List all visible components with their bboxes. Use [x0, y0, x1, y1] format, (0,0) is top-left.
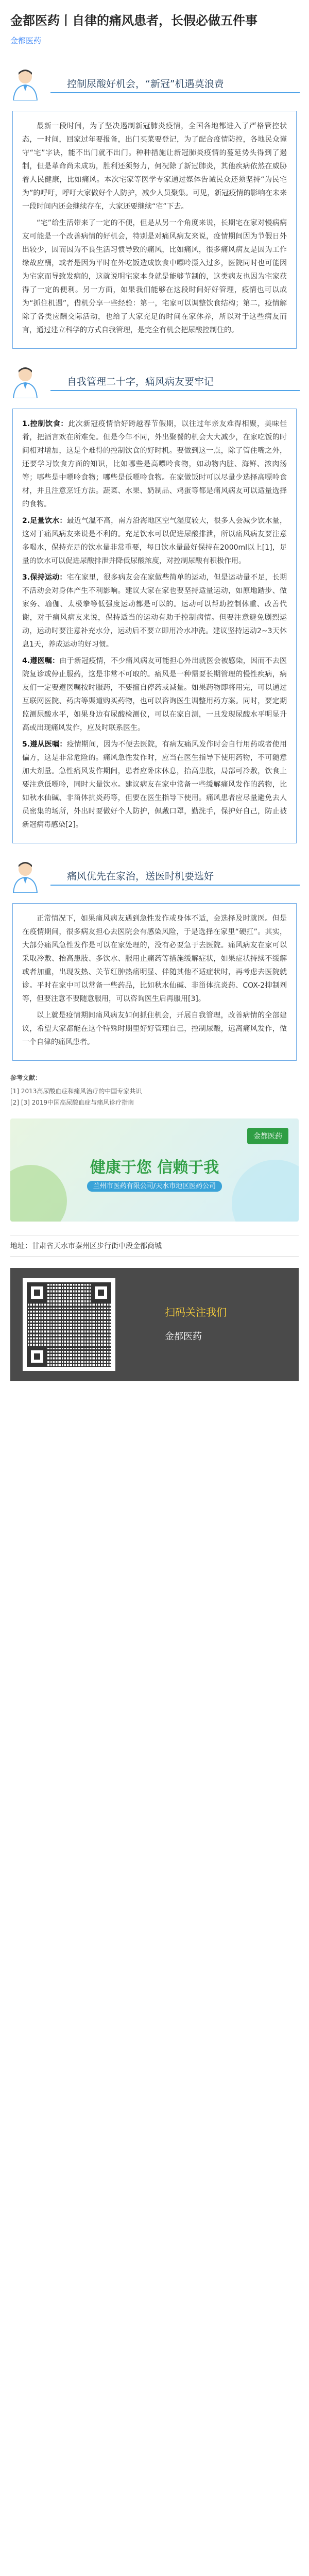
- store-address: 地址：甘肃省天水市秦州区步行街中段金都商城: [10, 1235, 299, 1257]
- brand-logo: 金都医药: [247, 1128, 288, 1144]
- doctor-avatar-icon: [9, 859, 41, 893]
- brand-subtitle-text: 兰州市医药有限公司/天水市地区医药公司: [87, 1181, 222, 1192]
- brand-subtitle: [10, 1180, 299, 1190]
- brand-banner: [10, 1118, 299, 1222]
- tip-text-5: 疫情期间，因为不便去医院，有病友痛风发作时会自行用药或者使用偏方，这是非常危险的。痛风急性发作时，应当在医生指导下使用药物，不可随意加大剂量。急性痛风发作期间，患者应卧床休息，抬高患肢，局部可冷敷，饮食上要注意低嘌呤，同时大量饮水。建议病友在家中常备一些缓解痛风发作的药物，比如秋水仙碱、非甾体抗炎药等，但要在医生指导下使用。痛风患者应尽量避免去人员密集的场所，外出时要做好个人防护，佩戴口罩，勤洗手，保护好自己，防止被新冠病毒感染[2]。: [22, 740, 287, 829]
- banner-divider: [50, 390, 300, 391]
- tip-item-3: [22, 571, 287, 651]
- tip-item-1: [22, 417, 287, 511]
- references: [10, 1072, 299, 1108]
- scan-label: 扫码关注我们: [165, 1306, 227, 1318]
- follow-text: [165, 1304, 227, 1343]
- section3-paragraph-2: 以上就是疫情期间痛风病友如何抓住机会，开展自我管理，改善病情的全部建议，希望大家都能在这个特殊时期里好好管理自己，控制尿酸，远离痛风发作，做一个自律的痛风患者。: [22, 1011, 287, 1046]
- tip-text-2: 最近气温不高，南方沿海地区空气湿度较大，很多人会减少饮水量，这对于痛风病友来说是不利的。充足饮水可以促进尿酸排泄，所以痛风病友要注意多喝水，保持充足的饮水量非常重要，每日饮水量最好保持在2000ml以上[1]，足量的饮水可以促进尿酸排泄并降低尿酸浓度，对控制尿酸有积极作用。: [22, 517, 287, 565]
- section-banner-3: [9, 857, 300, 893]
- tip-text-1: 此次新冠疫情恰好跨越春节假期，以往过年亲友难得相聚，美味佳肴，把酒言欢在所难免。但是今年不同，外出聚餐的机会大大减少，在家吃饭的时间相对增加，这是个难得的控制饮食的好时机。要做到这一点，除了管住嘴之外，还要学习饮食方面的知识，比如哪些是高嘌呤食物，如动物内脏、海鲜、浓肉汤等；哪些是中嘌呤食物；哪些是低嘌呤食物。在家做饭时可以尽量少选择高嘌呤食材，并且注意烹饪方法。蔬菜、水果、奶制品、鸡蛋等都是痛风病友可以适量选择的食物。: [22, 420, 287, 509]
- references-title: 参考文献：: [10, 1074, 42, 1081]
- doctor-avatar-icon: [9, 66, 41, 100]
- tip-label-2: 2.足量饮水：: [22, 517, 67, 525]
- intro-paragraph-1: 最新一段时间，为了坚决遏制新冠肺炎疫情，全国各地都进入了严格管控状态，一时间，回家过年要报备，出门买菜要登记，为了配合疫情防控，各地民众谨守“宅”字诀，能不出门就不出门。种种措施让新冠肺炎疫情的蔓延势头得到了遏制，但是革命尚未成功，胜利还须努力，何况除了新冠肺炎，其他疾病依然在威胁着人民健康，比如痛风。本次宅家等医学专家通过媒体告诫民众还须坚持“为民宅为”的呼吁，呼吁大家做好个人防护，减少人员聚集。可见，新冠疫情的影响在未来一段时间内还会继续存在，大家还要继续“宅”下去。: [22, 122, 287, 211]
- qr-code[interactable]: [23, 1278, 115, 1371]
- tip-item-2: [22, 514, 287, 568]
- tip-item-4: [22, 654, 287, 735]
- qr-finder-icon: [91, 1282, 111, 1303]
- brand-slogan: 健康于您 信赖于我: [90, 1159, 219, 1177]
- intro-box: [12, 111, 297, 349]
- tip-text-3: 宅在家里，很多病友会在家做些简单的运动，但是运动量不足，长期不活动会对身体产生不利影响。建议大家在家也要坚持适量运动，如原地踏步、做家务、瑜伽、太极拳等低强度运动都是可以的。运动可以帮助控制体重、改善代谢，对于痛风病友来说，保持适当的运动有助于控制病情。但要注意避免剧烈运动，运动时要注意补充水分，运动后不要立即用冷水冲洗。建议坚持运动2~3天休息1天，养成运动的好习惯。: [22, 573, 287, 649]
- section-banner-2: [9, 362, 300, 398]
- article-header: [0, 0, 309, 51]
- section-heading-2: 自我管理二十字，痛风病友要牢记: [67, 376, 214, 387]
- section3-paragraph-1: 正常情况下，如果痛风病友遇到急性发作或身体不适，会选择及时就医。但是在疫情期间，很多病友担心去医院会有感染风险，于是选择在家里“硬扛”。其实，大部分痛风急性发作是可以在家处理的，没有必要急于去医院。痛风病友在家可以采取冷敷、抬高患肢、多饮水、服用止痛药等措施缓解症状，如果症状持续不缓解或者加重，出现发热、关节红肿热痛明显、伴随其他不适症状时，再考虑去医院就诊。平时在家中可以常备一些药品，比如秋水仙碱、非甾体抗炎药、COX-2抑制剂等，但要注意不要随意服用，可以咨询医生后再服用[3]。: [22, 914, 287, 1003]
- qr-finder-icon: [27, 1282, 47, 1303]
- section3-box: [12, 903, 297, 1061]
- section-banner-1: [9, 64, 300, 100]
- tip-label-4: 4.遵医嘱：: [22, 657, 60, 665]
- qr-finder-icon: [27, 1346, 47, 1367]
- qr-code-pattern: [27, 1282, 111, 1367]
- banner-divider: [50, 885, 300, 886]
- tip-label-3: 3.保持运动：: [22, 573, 67, 582]
- doctor-avatar-icon: [9, 364, 41, 398]
- section-heading-3: 痛风优先在家治，送医时机要选好: [67, 871, 214, 882]
- reference-item-1: [1] 2013高尿酸血症和痛风治疗的中国专家共识: [10, 1088, 142, 1095]
- tip-item-5: [22, 738, 287, 832]
- reference-item-2: [2] [3] 2019中国高尿酸血症与痛风诊疗指南: [10, 1099, 134, 1106]
- tip-label-5: 5.遵从医嘱：: [22, 740, 67, 749]
- intro-paragraph-2: “宅”给生活带来了一定的不便，但是从另一个角度来说，长期宅在家对慢病病友可能是一个改善病情的好机会，特别是对痛风病友来说，疫情期间因为节假日外出较少，因而因为不良生活习惯导致的痛风，比如痛风，很多痛风病友是因为工作缘故应酬，或者是因为平时在外吃饭造成饮食中嘌呤摄入过多，医院同时也可能因为宅家而导致发病的，这就说明宅家本身就是能够节制的，这类病友也因为宅家获得了一定的便利。另一方面，如果我们能够在这段时间好好管理，疫情也可以成为“抓住机遇”，借机分享一些经验：第一，宅家可以调整饮食结构；第二，疫情解除了各类应酬交际活动，也给了大家充足的时间在家休养，所以对于这些病友而言，通过建立科学的方式自我管理，是完全有机会把尿酸控制住的。: [22, 219, 287, 334]
- tip-text-4: 由于新冠疫情，不少痛风病友可能担心外出就医会被感染，因而不去医院复诊或停止服药，这是非常不可取的。痛风是一种需要长期管理的慢性疾病，病友们一定要遵医嘱按时服药，不要擅自停药或减量。如果药物即将用完，可以通过互联网医院、药店等渠道购买药物，也可以咨询医生调整用药方案。同时，要定期监测尿酸水平，如果身边有尿酸检测仪，可以在家自测，一旦发现尿酸水平明显升高或出现痛风发作，应及时联系医生。: [22, 657, 287, 732]
- section-heading-1: 控制尿酸好机会，“新冠”机遇莫浪费: [67, 78, 224, 90]
- follow-footer: [10, 1268, 299, 1381]
- footer-account-name: 金都医药: [165, 1331, 202, 1342]
- tips-box: [12, 409, 297, 843]
- account-name-link[interactable]: 金都医药: [10, 36, 42, 45]
- tip-label-1: 1.控制饮食：: [22, 420, 68, 428]
- banner-divider: [50, 92, 300, 93]
- article-title: 金都医药丨自律的痛风患者，长假必做五件事: [10, 13, 258, 28]
